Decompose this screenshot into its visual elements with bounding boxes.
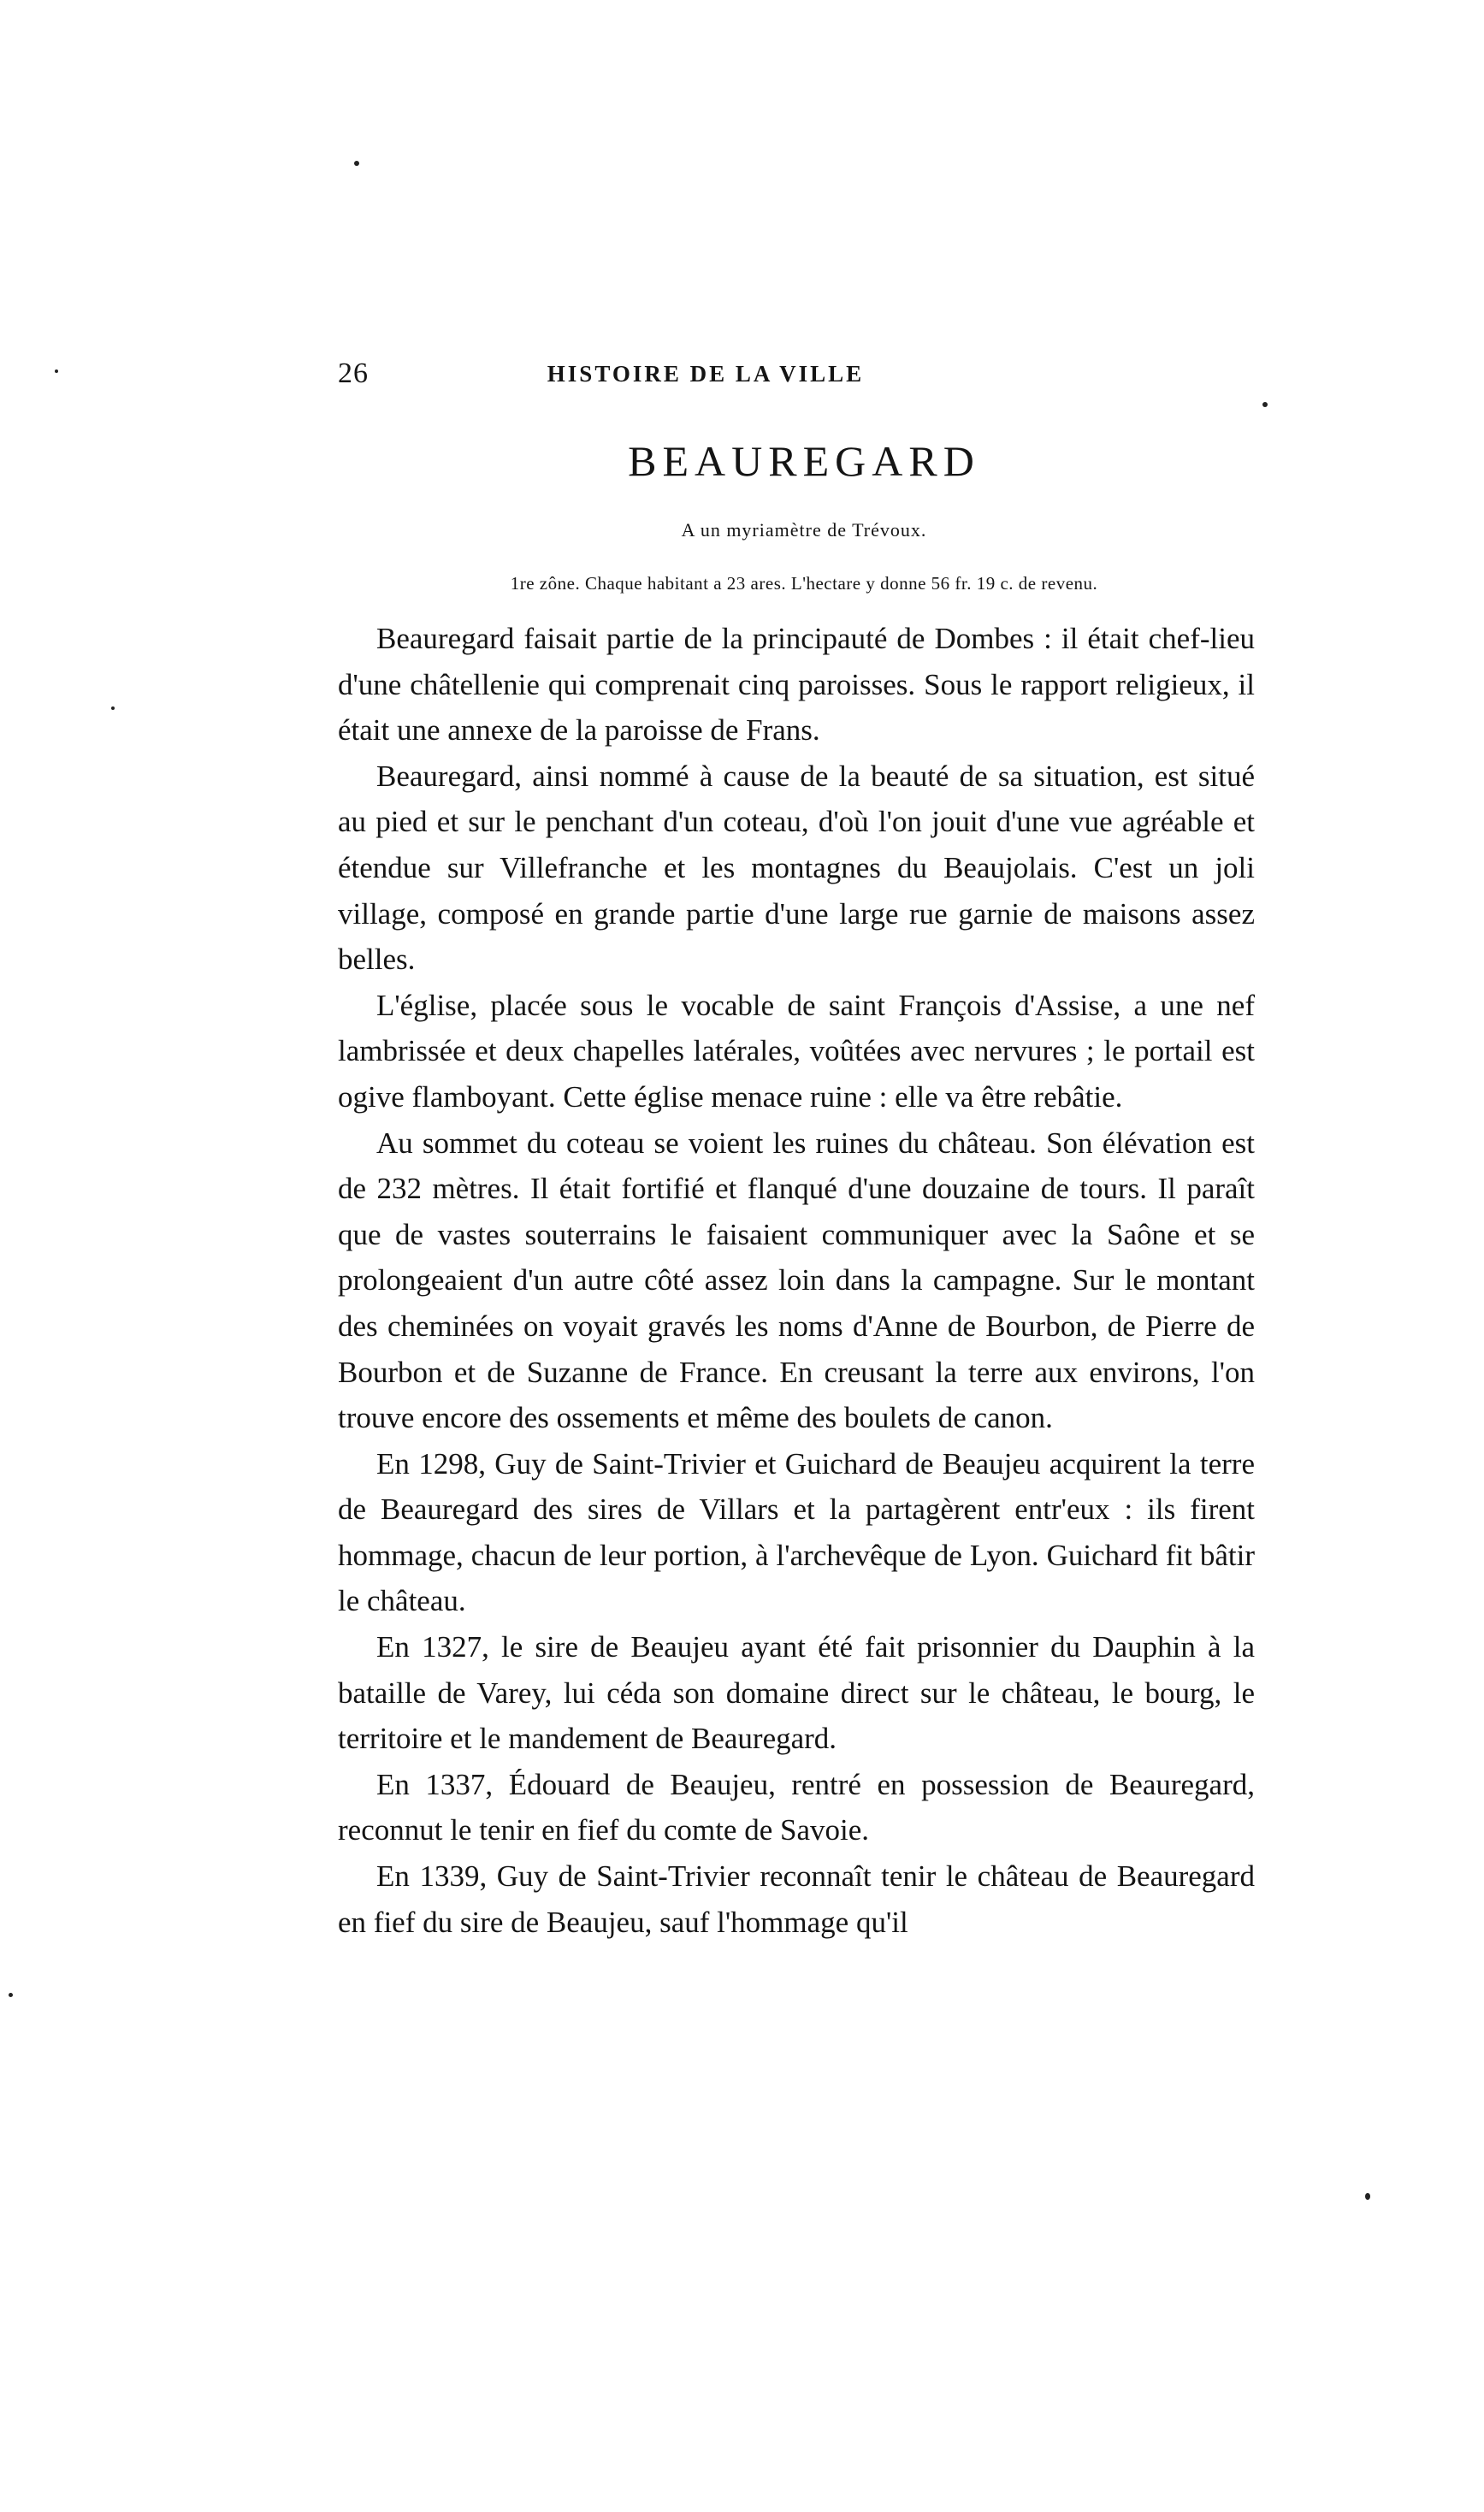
paragraph: En 1298, Guy de Saint-Trivier et Guichard de Beaujeu acquirent la terre de Beauregard des sires de Villars et la partagèrent entr'eux : ils firent hommage, chacun de leur portion, à l'archevêque de Lyon. Guichard fit bâtir le château. xyxy=(338,1446,1255,1618)
body-text xyxy=(338,616,1255,1945)
paragraph: Beauregard faisait partie de la principauté de Dombes : il était chef-lieu d'une châtellenie qui comprenait cinq paroisses. Sous le rapport religieux, il était une annexe de la paroisse de Frans. xyxy=(338,622,1255,748)
running-head xyxy=(338,358,1270,392)
chapter-title: BEAUREGARD xyxy=(628,437,980,485)
chapter-subtitle: A un myriamètre de Trévoux. xyxy=(681,519,927,541)
paragraph: Au sommet du coteau se voient les ruines du château. Son élévation est de 232 mètres. Il était fortifié et flanqué d'une douzaine de tours. Il paraît que de vastes souterrains le faisaient communiquer avec la Saône et se prolongeaient d'un autre côté assez loin dans la campagne. Sur le montant des cheminées on voyait gravés les noms d'Anne de Bourbon, de Pierre de Bourbon et de Suzanne de France. En creusant la terre aux environs, l'on trouve encore des ossements et même des boulets de canon. xyxy=(338,1126,1255,1435)
running-title: HISTOIRE DE LA VILLE xyxy=(547,361,865,387)
paragraph: En 1337, Édouard de Beaujeu, rentré en possession de Beauregard, reconnut le tenir en fief du comte de Savoie. xyxy=(338,1767,1255,1847)
scan-speck xyxy=(1365,2193,1370,2200)
paragraph: L'église, placée sous le vocable de saint François d'Assise, a une nef lambrissée et deux chapelles latérales, voûtées avec nervures ; le portail est ogive flamboyant. Cette église menace ruine : elle va être rebâtie. xyxy=(338,988,1255,1114)
statistics-line: 1re zône. Chaque habitant a 23 ares. L'hectare y donne 56 fr. 19 c. de revenu. xyxy=(510,573,1098,594)
page-number: 26 xyxy=(338,358,369,389)
scan-speck xyxy=(1262,402,1268,407)
scan-speck xyxy=(55,369,58,373)
paragraph: En 1339, Guy de Saint-Trivier reconnaît tenir le château de Beauregard en fief du sire de Beaujeu, sauf l'hommage qu'il xyxy=(338,1859,1255,1939)
scan-speck xyxy=(111,706,115,710)
scan-speck xyxy=(354,161,359,166)
paragraph: Beauregard, ainsi nommé à cause de la beauté de sa situation, est situé au pied et sur le penchant d'un coteau, d'où l'on jouit d'une vue agréable et étendue sur Villefranche et les montagnes du Beaujolais. C'est un joli village, composé en grande partie d'une large rue garnie de maisons assez belles. xyxy=(338,759,1255,977)
scan-speck xyxy=(9,1993,13,1997)
paragraph: En 1327, le sire de Beaujeu ayant été fait prisonnier du Dauphin à la bataille de Varey, lui céda son domaine direct sur le château, le bourg, le territoire et le mandement de Beauregard. xyxy=(338,1630,1255,1756)
